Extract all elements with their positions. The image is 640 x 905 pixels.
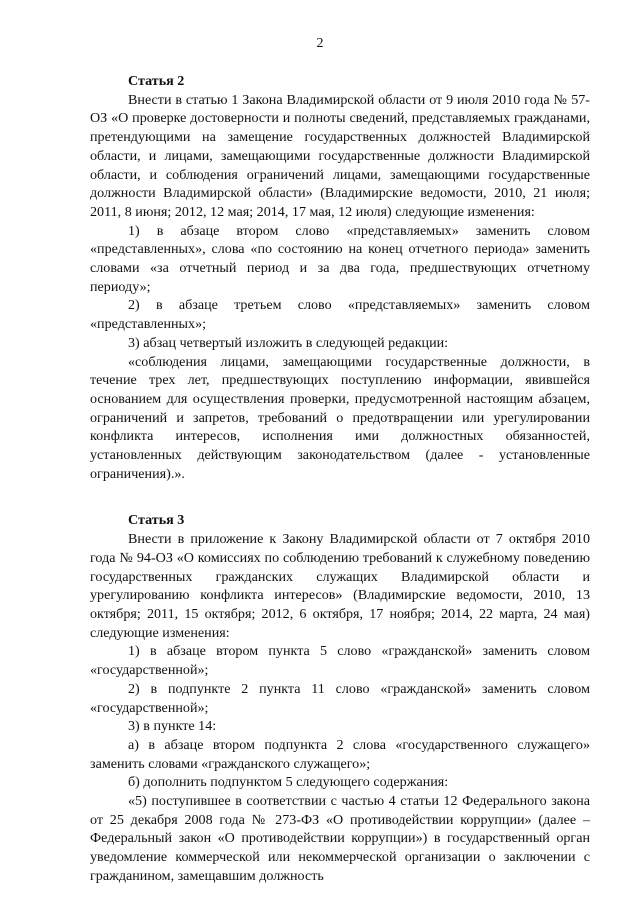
article-3-quote: «5) поступившее в соответствии с частью 4 статьи 12 Федерального закона от 25 декабря 2008 года № 273-ФЗ «О противодействии коррупции» (далее – Федеральный закон «О противодействии коррупции») в государственный орган уведомление коммерческой или некоммерческой организации о заключении с гражданином, замещавшим должность [90,793,590,884]
article-2-intro: Внести в статью 1 Закона Владимирской области от 9 июля 2010 года № 57-ОЗ «О проверке достоверности и полноты сведений, представляемых гражданами, претендующими на замещение государственных должностей Владимирской области, и лицами, замещающими государственные должности Владимирской области, и соблюдения ограничений лицами, замещающими государственные должности Владимирской области» (Владимирские ведомости, 2010, 21 июля; 2011, 8 июня; 2012, 12 мая; 2014, 17 мая, 12 июля) следующие изменения: [90,91,590,220]
article-2-item-1: 1) в абзаце втором слово «представляемых» заменить словом «представленных», слова «по состоянию на конец отчетного периода» заменить словами «за отчетный период и за два года, предшествующих отчетному периоду»; [90,222,590,295]
article-3-item-2: 2) в подпункте 2 пункта 11 слово «гражданской» заменить словом «государственной»; [90,680,590,716]
article-2-item-3: 3) абзац четвертый изложить в следующей редакции: [128,334,449,351]
page-number: 2 [316,36,324,51]
article-3-intro: Внести в приложение к Закону Владимирской области от 7 октября 2010 года № 94-ОЗ «О комиссиях по соблюдению требований к служебному поведению государственных гражданских служащих Владимирской области и урегулированию конфликта интересов» (Владимирские ведомости, 2010, 13 октября; 2011, 15 октября; 2012, 6 октября, 17 ноября; 2014, 22 марта, 24 мая) следующие изменения: [90,531,590,641]
article-3-item-3: 3) в пункте 14: [128,718,217,735]
article-3-sub-b: б) дополнить подпунктом 5 следующего содержания: [128,774,449,791]
article-3-sub-a: а) в абзаце втором подпункта 2 слова «государственного служащего» заменить словами «гражданского служащего»; [90,736,590,772]
article-2-quote: «соблюдения лицами, замещающими государственные должности, в течение трех лет, предшествующих поступлению информации, явившейся основанием для осуществления проверки, предусмотренной настоящим абзацем, ограничений и запретов, требований о предотвращении или урегулировании конфликта интересов, исполнения ими должностных обязанностей, установленных действующим законодательством (далее - установленные ограничения).». [90,353,590,482]
article-3-item-1: 1) в абзаце втором пункта 5 слово «гражданской» заменить словом «государственной»; [90,643,590,679]
article-2-item-2: 2) в абзаце третьем слово «представляемых» заменить словом «представленных»; [90,297,590,333]
article-3-heading: Статья 3 [128,512,185,529]
document-body [90,72,590,886]
article-2-heading: Статья 2 [128,73,185,89]
section-gap [90,483,590,511]
